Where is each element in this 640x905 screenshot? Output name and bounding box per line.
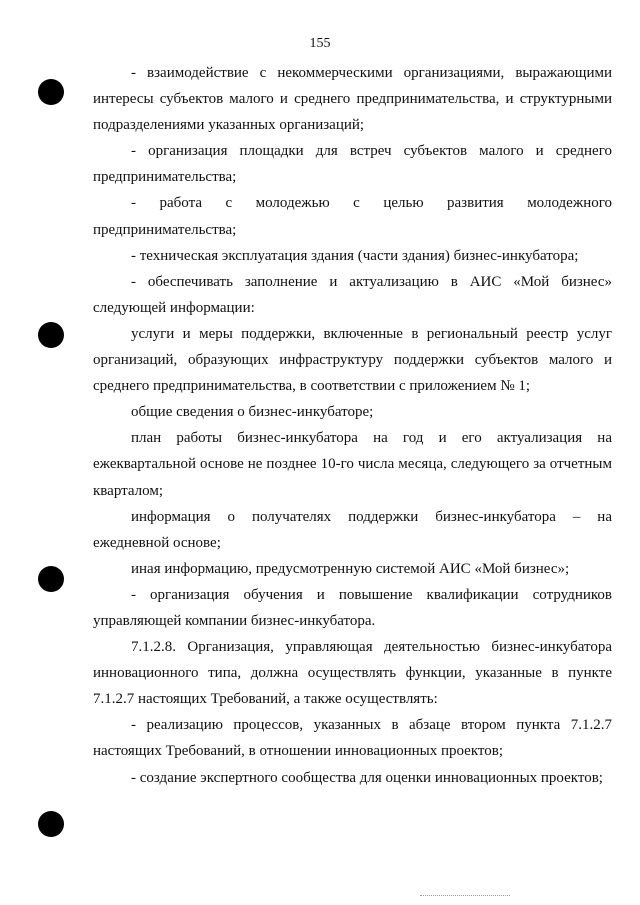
paragraph-meeting-venue: - организация площадки для встреч субъектов малого и среднего предпринимательства;: [93, 143, 612, 186]
paragraph-work-plan: план работы бизнес-инкубатора на год и его актуализация на ежеквартальной основе не позднее 10-го числа месяца, следующего за отчетным кварталом;: [93, 430, 612, 499]
paragraph-ais-filling: - обеспечивать заполнение и актуализацию в АИС «Мой бизнес» следующей информации:: [93, 273, 612, 316]
paragraph-staff-training: - организация обучения и повышение квалификации сотрудников управляющей компании бизнес-инкубатора.: [93, 586, 612, 629]
punch-hole-mark: [38, 322, 64, 348]
paragraph-nko-interaction: - взаимодействие с некоммерческими организациями, выражающими интересы субъектов малого и среднего предпринимательства, и структурными подразделениями указанных организаций;: [93, 65, 612, 134]
paragraph-youth-work: - работа с молодежью с целью развития молодежного предпринимательства;: [93, 195, 612, 238]
document-body: [93, 60, 612, 791]
scan-edge-mark: [420, 895, 510, 897]
paragraph-process-implementation: - реализацию процессов, указанных в абзаце втором пункта 7.1.2.7 настоящих Требований, в отношении инновационных проектов;: [93, 717, 612, 760]
paragraph-other-info: иная информацию, предусмотренную системой АИС «Мой бизнес»;: [131, 560, 570, 577]
paragraph-building-maintenance: - техническая эксплуатация здания (части здания) бизнес-инкубатора;: [131, 247, 579, 264]
punch-hole-mark: [38, 566, 64, 592]
page-number: 155: [309, 36, 331, 51]
punch-hole-mark: [38, 811, 64, 837]
paragraph-services-registry: услуги и меры поддержки, включенные в региональный реестр услуг организаций, образующих инфраструктуру поддержки субъектов малого и среднего предпринимательства, в соответствии с приложением № 1;: [93, 325, 612, 395]
paragraph-recipients-info: информация о получателях поддержки бизнес-инкубатора – на ежедневной основе;: [93, 508, 612, 551]
punch-hole-mark: [38, 79, 64, 105]
paragraph-general-info: общие сведения о бизнес-инкубаторе;: [131, 404, 374, 421]
paragraph-section-7-1-2-8: 7.1.2.8. Организация, управляющая деятельностью бизнес-инкубатора инновационного типа, должна осуществлять функции, указанные в пункте 7.1.2.7 настоящих Требований, а также осуществлять:: [93, 639, 612, 708]
paragraph-expert-community: - создание экспертного сообщества для оценки инновационных проектов;: [131, 769, 603, 786]
